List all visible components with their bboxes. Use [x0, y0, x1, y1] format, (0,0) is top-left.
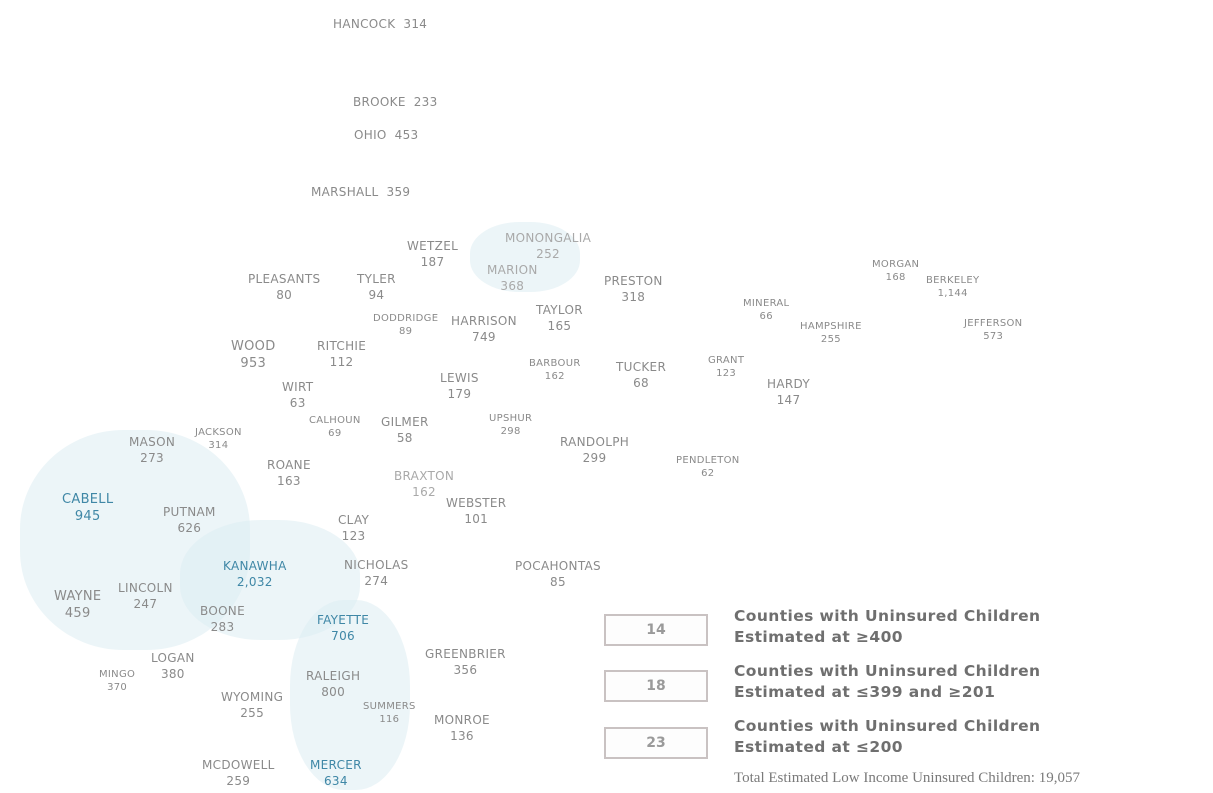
county-wayne	[54, 588, 101, 622]
county-pendleton	[676, 454, 740, 480]
county-jefferson	[964, 317, 1022, 343]
county-name: UPSHUR	[489, 413, 533, 424]
county-mcdowell	[202, 757, 275, 789]
county-preston	[604, 273, 663, 305]
county-name: RALEIGH	[306, 669, 361, 683]
county-name: ROANE	[267, 458, 311, 472]
county-name: WOOD	[231, 339, 276, 354]
county-putnam	[163, 504, 216, 536]
county-name: SUMMERS	[363, 701, 416, 712]
county-name: POCAHONTAS	[515, 559, 601, 573]
county-name: FAYETTE	[317, 613, 370, 627]
county-mercer	[310, 757, 362, 789]
county-name: RITCHIE	[317, 339, 367, 353]
county-name: MERCER	[310, 758, 362, 772]
county-value: 749	[472, 330, 496, 344]
county-value: 80	[276, 288, 293, 302]
county-name: LOGAN	[151, 651, 195, 665]
legend-count-high: 14	[604, 614, 708, 646]
county-value: 634	[323, 774, 348, 788]
county-ohio	[354, 127, 418, 143]
county-value: 58	[396, 431, 413, 445]
county-gilmer	[381, 414, 429, 446]
county-name: MORGAN	[872, 259, 920, 270]
county-value: 945	[74, 509, 101, 524]
legend-label-mid	[734, 661, 1154, 703]
county-value: 298	[500, 426, 521, 437]
county-cabell	[62, 491, 113, 525]
county-name: MINERAL	[743, 298, 790, 309]
county-pocahontas	[515, 558, 601, 590]
county-name: HAMPSHIRE	[800, 321, 862, 332]
county-value: 66	[759, 311, 773, 322]
county-morgan	[872, 258, 919, 284]
county-value: 162	[412, 485, 436, 499]
county-value: 1,144	[937, 288, 968, 299]
county-marshall	[311, 184, 410, 200]
county-name: WIRT	[282, 380, 314, 394]
county-name: WETZEL	[407, 239, 459, 253]
legend-count-mid: 18	[604, 670, 708, 702]
county-name: CALHOUN	[309, 415, 361, 426]
county-name: PENDLETON	[676, 455, 740, 466]
county-wood	[231, 338, 276, 372]
county-value: 359	[386, 185, 411, 199]
county-value: 370	[107, 682, 128, 693]
county-value: 123	[716, 368, 737, 379]
county-lincoln	[118, 580, 173, 612]
county-tucker	[616, 359, 666, 391]
county-wetzel	[407, 238, 458, 270]
legend-label-low-line1: Counties with Uninsured Children	[734, 717, 1041, 735]
county-value: 94	[368, 288, 385, 302]
county-name: PUTNAM	[163, 505, 216, 519]
county-value: 147	[776, 393, 801, 407]
county-value: 314	[403, 17, 428, 31]
county-webster	[446, 495, 506, 527]
county-clay	[338, 512, 369, 544]
county-value: 168	[885, 272, 906, 283]
county-mason	[129, 434, 175, 466]
county-roane	[267, 457, 311, 489]
county-name: MCDOWELL	[202, 758, 275, 772]
county-value: 318	[621, 290, 646, 304]
county-name: TYLER	[357, 272, 396, 286]
county-lewis	[440, 370, 479, 402]
county-name: JACKSON	[195, 427, 242, 438]
county-kanawha	[223, 558, 287, 590]
county-value: 314	[208, 440, 229, 451]
county-name: GREENBRIER	[425, 647, 506, 661]
county-name: WEBSTER	[446, 496, 507, 510]
county-value: 68	[633, 376, 649, 390]
county-name: HARRISON	[451, 314, 517, 328]
county-name: MONROE	[434, 713, 490, 727]
county-value: 255	[240, 706, 265, 720]
county-value: 274	[364, 574, 389, 588]
legend-label-low-line2: Estimated at ≤200	[734, 738, 903, 756]
total-estimate: Total Estimated Low Income Uninsured Children: 19,057	[734, 770, 1080, 786]
county-value: 459	[64, 606, 91, 621]
county-name: KANAWHA	[223, 559, 287, 573]
county-barbour	[529, 357, 581, 383]
county-name: PRESTON	[604, 274, 663, 288]
legend-label-mid-line1: Counties with Uninsured Children	[734, 662, 1041, 680]
county-marion	[487, 262, 538, 294]
county-taylor	[536, 302, 583, 334]
county-value: 69	[328, 428, 342, 439]
county-brooke	[353, 94, 438, 110]
county-name: BROOKE	[353, 95, 406, 109]
county-value: 252	[536, 247, 560, 261]
county-ritchie	[317, 338, 366, 370]
county-name: WYOMING	[221, 690, 284, 704]
county-name: LEWIS	[440, 371, 479, 385]
county-name: HANCOCK	[333, 17, 396, 31]
county-upshur	[489, 412, 532, 438]
county-value: 187	[420, 255, 445, 269]
county-value: 233	[413, 95, 438, 109]
county-mingo	[99, 668, 135, 694]
county-hardy	[767, 376, 810, 408]
county-name: MINGO	[99, 669, 136, 680]
county-name: GILMER	[381, 415, 429, 429]
county-name: TUCKER	[616, 360, 667, 374]
county-berkeley	[926, 274, 979, 300]
county-name: MONONGALIA	[505, 231, 592, 245]
county-name: RANDOLPH	[560, 435, 630, 449]
county-monongalia	[505, 230, 591, 262]
county-harrison	[451, 313, 517, 345]
county-fayette	[317, 612, 369, 644]
legend-label-high-line2: Estimated at ≥400	[734, 628, 903, 646]
county-hancock	[333, 16, 427, 32]
county-grant	[708, 354, 744, 380]
county-name: NICHOLAS	[344, 558, 409, 572]
county-value: 165	[547, 319, 572, 333]
county-value: 380	[160, 667, 185, 681]
county-name: BRAXTON	[394, 469, 455, 483]
county-value: 706	[331, 629, 355, 643]
county-summers	[363, 700, 416, 726]
county-value: 953	[240, 356, 267, 371]
county-value: 63	[289, 396, 306, 410]
county-name: LINCOLN	[118, 581, 173, 595]
county-logan	[151, 650, 195, 682]
county-name: JEFFERSON	[964, 318, 1023, 329]
legend-label-low	[734, 716, 1154, 758]
county-value: 368	[500, 279, 525, 293]
county-value: 136	[450, 729, 474, 743]
county-value: 116	[379, 714, 400, 725]
county-value: 626	[177, 521, 202, 535]
county-nicholas	[344, 557, 409, 589]
county-value: 299	[582, 451, 607, 465]
legend-label-mid-line2: Estimated at ≤399 and ≥201	[734, 683, 996, 701]
county-value: 259	[226, 774, 251, 788]
county-name: BARBOUR	[529, 358, 581, 369]
county-name: CABELL	[62, 492, 114, 507]
county-value: 89	[399, 326, 413, 337]
county-value: 2,032	[236, 575, 273, 589]
county-wirt	[282, 379, 313, 411]
county-name: PLEASANTS	[248, 272, 321, 286]
county-raleigh	[306, 668, 360, 700]
county-boone	[200, 603, 245, 635]
county-monroe	[434, 712, 490, 744]
county-tyler	[357, 271, 396, 303]
county-name: CLAY	[338, 513, 370, 527]
county-name: DODDRIDGE	[373, 313, 439, 324]
legend-label-high-line1: Counties with Uninsured Children	[734, 607, 1041, 625]
county-pleasants	[248, 271, 320, 303]
county-jackson	[195, 426, 242, 452]
county-value: 162	[544, 371, 565, 382]
county-name: MARSHALL	[311, 185, 379, 199]
county-value: 453	[394, 128, 419, 142]
county-name: MASON	[129, 435, 176, 449]
county-name: OHIO	[354, 128, 387, 142]
county-value: 283	[210, 620, 235, 634]
county-value: 800	[321, 685, 346, 699]
legend-count-low: 23	[604, 727, 708, 759]
county-value: 85	[550, 575, 566, 589]
county-name: BERKELEY	[926, 275, 980, 286]
county-value: 179	[447, 387, 472, 401]
county-mineral	[743, 297, 789, 323]
county-name: TAYLOR	[536, 303, 583, 317]
county-value: 273	[140, 451, 164, 465]
legend-label-high	[734, 606, 1154, 648]
county-name: WAYNE	[54, 589, 102, 604]
county-value: 112	[329, 355, 354, 369]
county-hampshire	[800, 320, 862, 346]
county-value: 163	[277, 474, 301, 488]
county-name: GRANT	[708, 355, 745, 366]
county-greenbrier	[425, 646, 506, 678]
county-name: BOONE	[200, 604, 245, 618]
county-name: MARION	[487, 263, 538, 277]
county-randolph	[560, 434, 629, 466]
county-calhoun	[309, 414, 361, 440]
county-value: 123	[341, 529, 366, 543]
county-value: 356	[453, 663, 478, 677]
county-wyoming	[221, 689, 283, 721]
county-value: 62	[701, 468, 715, 479]
county-value: 247	[133, 597, 158, 611]
county-name: HARDY	[767, 377, 810, 391]
county-value: 101	[464, 512, 489, 526]
county-doddridge	[373, 312, 438, 338]
county-value: 255	[820, 334, 841, 345]
county-value: 573	[983, 331, 1004, 342]
